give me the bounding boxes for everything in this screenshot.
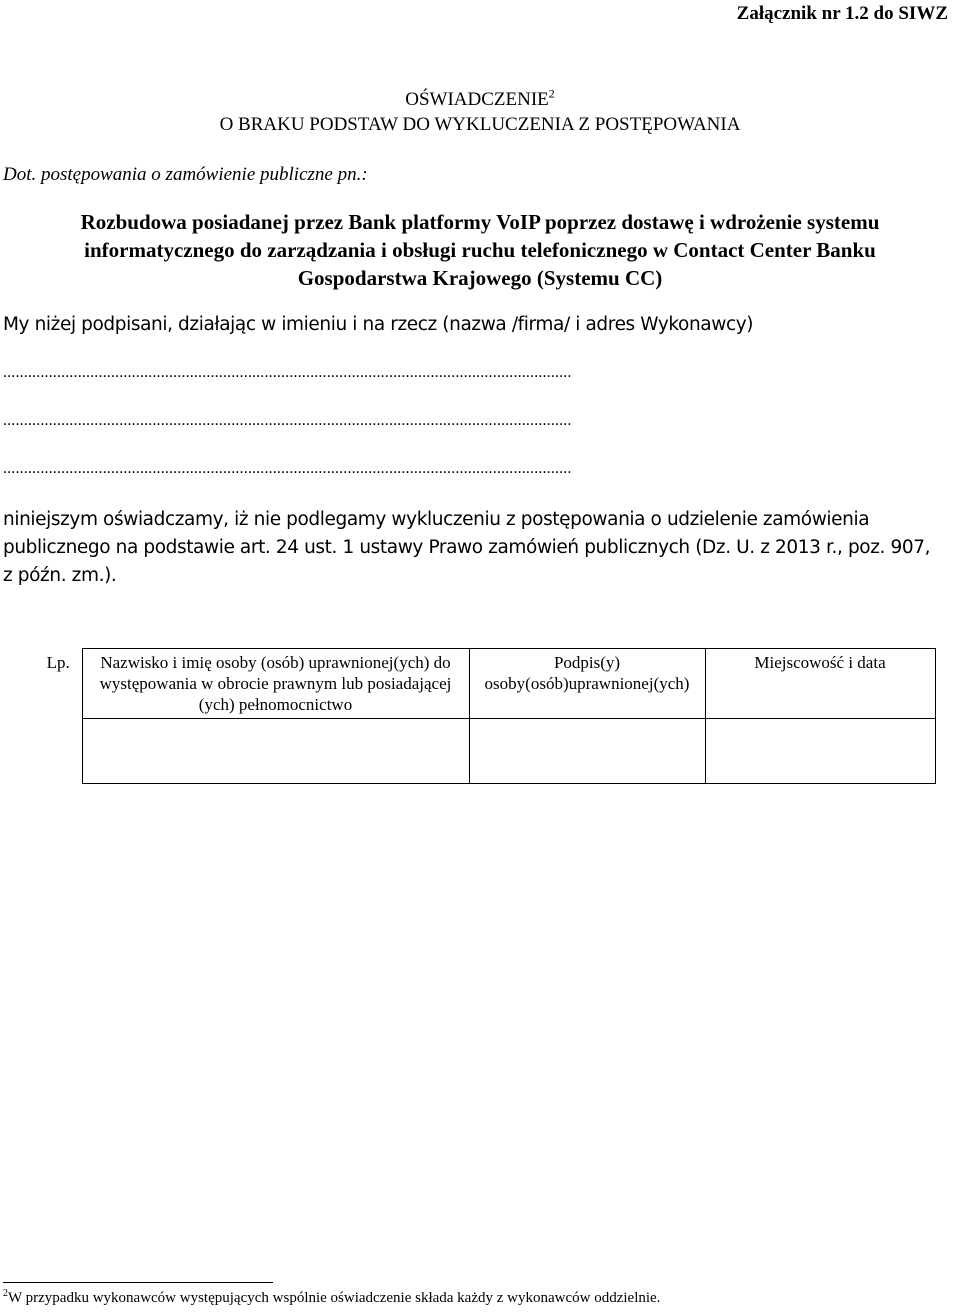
declaration-line-1: niniejszym oświadczamy, iż nie podlegamy wykluczeniu z postępowania o udzielenie zamówienia [3,509,870,530]
contractor-fill-line: ......................................................................................................................................... [3,460,572,477]
table-row [35,719,935,784]
footnote-mark: 2 [3,1288,8,1299]
table-header-row [35,649,935,719]
cell-lp [35,719,82,784]
footnote [3,1290,660,1307]
cell-name [82,719,469,784]
column-header-lp: Lp. [35,649,82,719]
column-header-signature: Podpis(y) osoby(osób)uprawnionej(ych) [469,649,705,719]
document-title-text: OŚWIADCZENIE [405,89,549,110]
column-header-place-date: Miejscowość i data [705,649,935,719]
declaration-line-2: publicznego na podstawie art. 24 ust. 1 ustawy Prawo zamówień publicznych (Dz. U. z 2013 r., poz. 907, [3,537,931,558]
declaration-line-3: z późn. zm.). [3,565,117,586]
attachment-label: Załącznik nr 1.2 do SIWZ [736,3,948,24]
cell-place-date [705,719,935,784]
procurement-subject-line-1: Rozbudowa posiadanej przez Bank platformy VoIP poprzez dostawę i wdrożenie systemu [80,210,880,234]
footnote-text: W przypadku wykonawców występujących wspólnie oświadczenie składa każdy z wykonawców oddzielnie. [8,1290,661,1306]
footnote-reference: 2 [548,86,555,101]
footnote-divider [3,1282,273,1283]
procurement-reference: Dot. postępowania o zamówienie publiczne pn.: [3,164,368,185]
contractor-intro: My niżej podpisani, działając w imieniu i na rzecz (nazwa /firma/ i adres Wykonawcy) [3,314,754,335]
column-header-name: Nazwisko i imię osoby (osób) uprawnionej(ych) do występowania w obrocie prawnym lub posiadającej (ych) pełnomocnictwo [82,649,469,719]
document-subtitle: O BRAKU PODSTAW DO WYKLUCZENIA Z POSTĘPOWANIA [219,114,741,135]
document-title [0,86,960,111]
contractor-fill-line: ......................................................................................................................................... [3,412,572,429]
signature-table [35,648,936,784]
contractor-fill-line: ......................................................................................................................................... [3,364,572,381]
procurement-subject-line-2: informatycznego do zarządzania i obsługi ruchu telefonicznego w Contact Center Banku [84,238,876,262]
procurement-subject-line-3: Gospodarstwa Krajowego (Systemu CC) [297,266,663,290]
cell-signature [469,719,705,784]
